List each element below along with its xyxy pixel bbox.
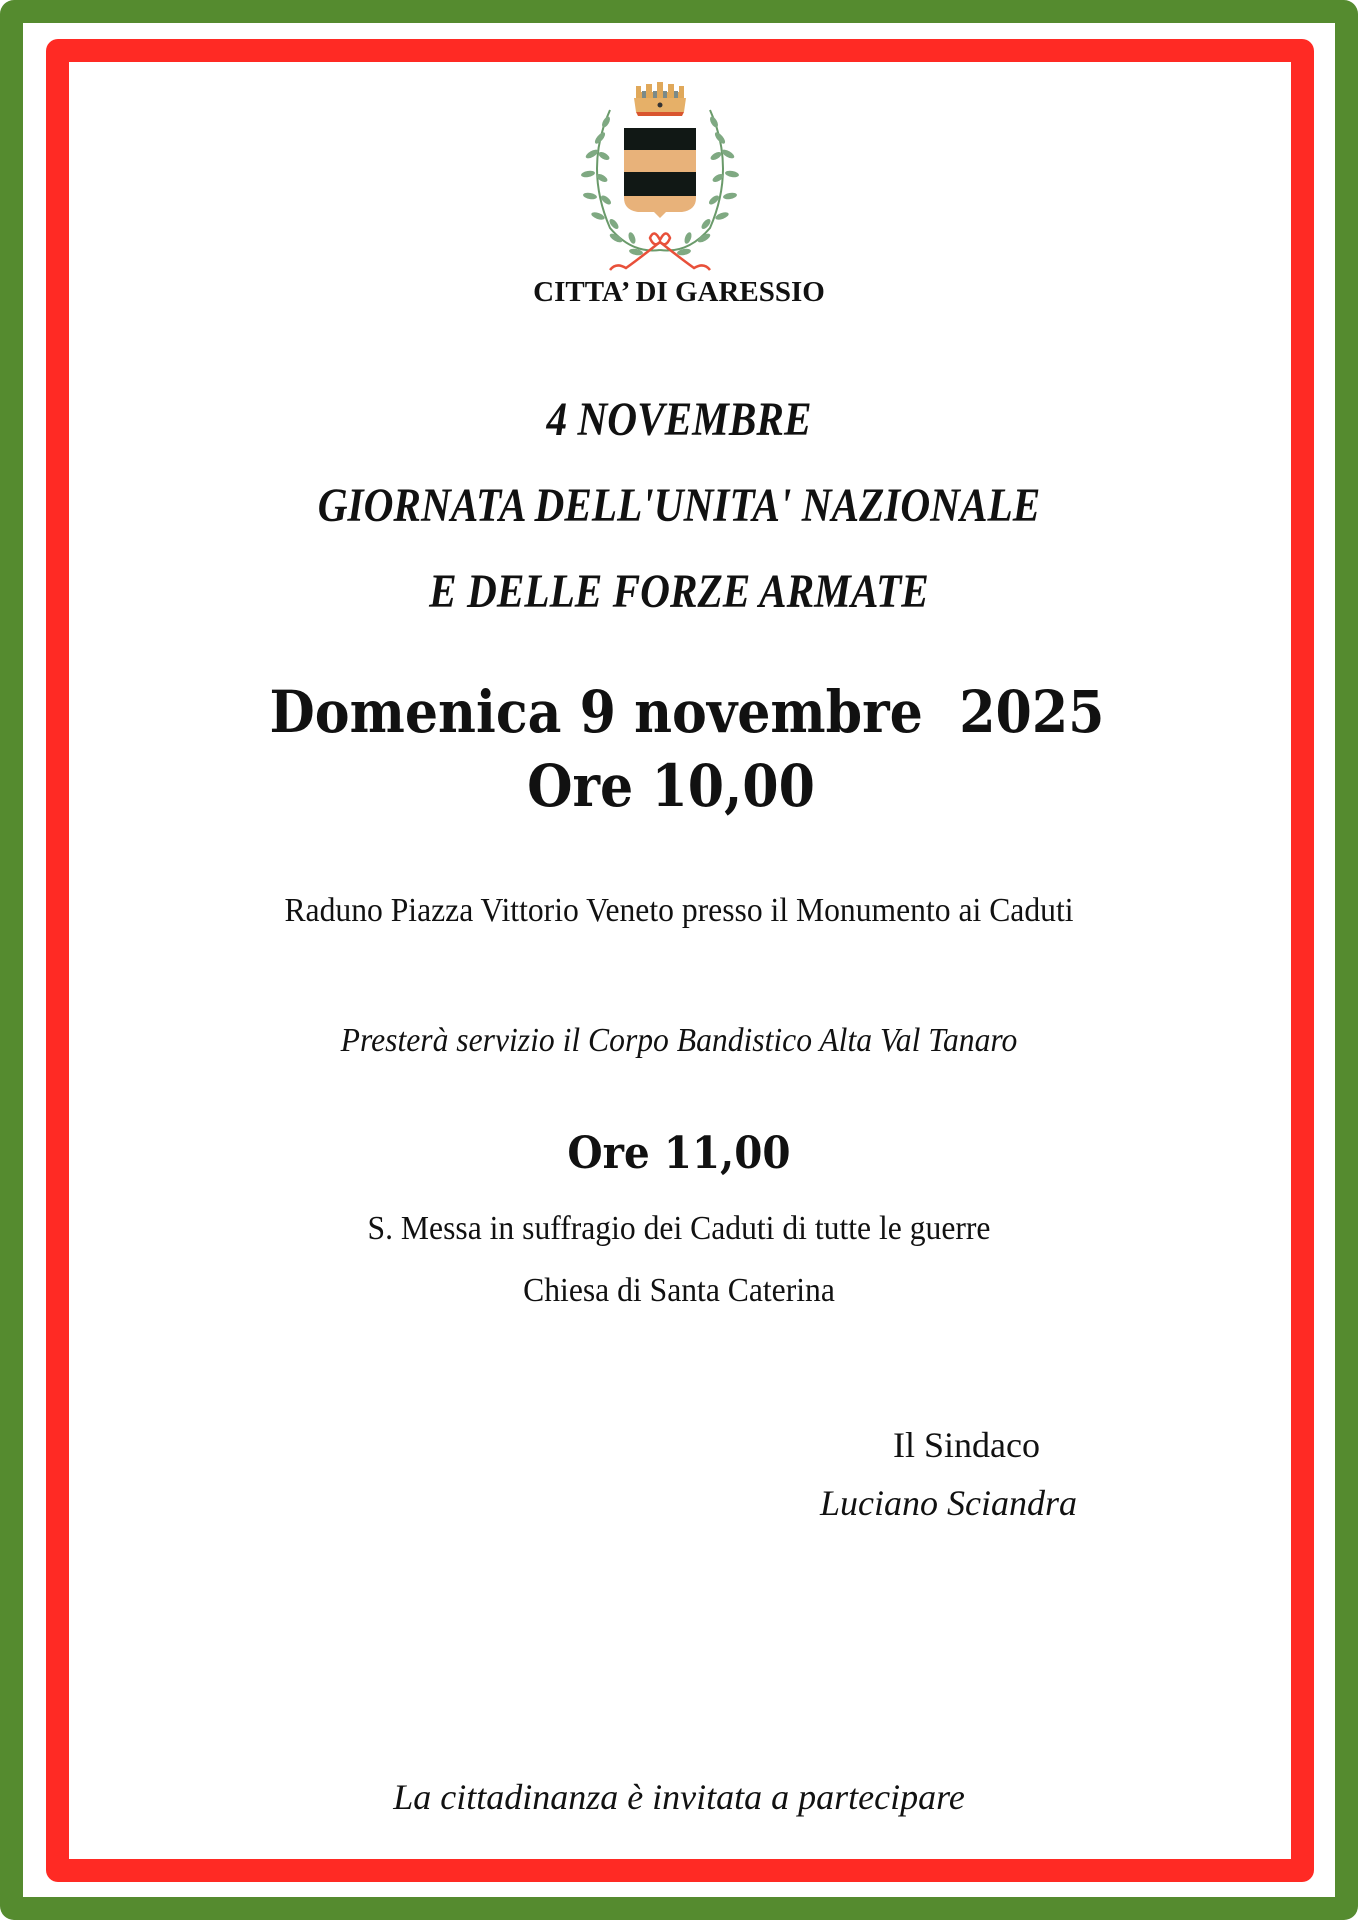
city-name: CITTA’ DI GARESSIO (533, 276, 825, 308)
title-line-2: GIORNATA DELL'UNITA' NAZIONALE (317, 479, 1041, 532)
mass-description: S. Messa in suffragio dei Caduti di tutte le guerre (367, 1210, 991, 1247)
ribbon-icon (610, 233, 710, 270)
crown-icon (634, 82, 686, 116)
title-line-1: 4 NOVEMBRE (546, 393, 812, 446)
mayor-title: Il Sindaco (893, 1425, 1040, 1465)
event-date: Domenica 9 novembre 2025 (269, 678, 1105, 746)
shield-icon (624, 128, 696, 218)
church-location: Chiesa di Santa Caterina (523, 1272, 835, 1309)
coat-of-arms-icon (570, 78, 750, 278)
event-time-2: Ore 11,00 (567, 1128, 791, 1179)
invitation-text: La cittadinanza è invitata a partecipare (393, 1777, 965, 1817)
inner-red-border (46, 39, 1314, 1882)
rally-location: Raduno Piazza Vittorio Veneto presso il Monumento ai Caduti (284, 892, 1074, 929)
mayor-name: Luciano Sciandra (820, 1483, 1077, 1523)
title-line-3: E DELLE FORZE ARMATE (429, 565, 929, 618)
event-time-1: Ore 10,00 (527, 752, 815, 820)
band-service-note: Presterà servizio il Corpo Bandistico Alta Val Tanaro (340, 1022, 1018, 1059)
